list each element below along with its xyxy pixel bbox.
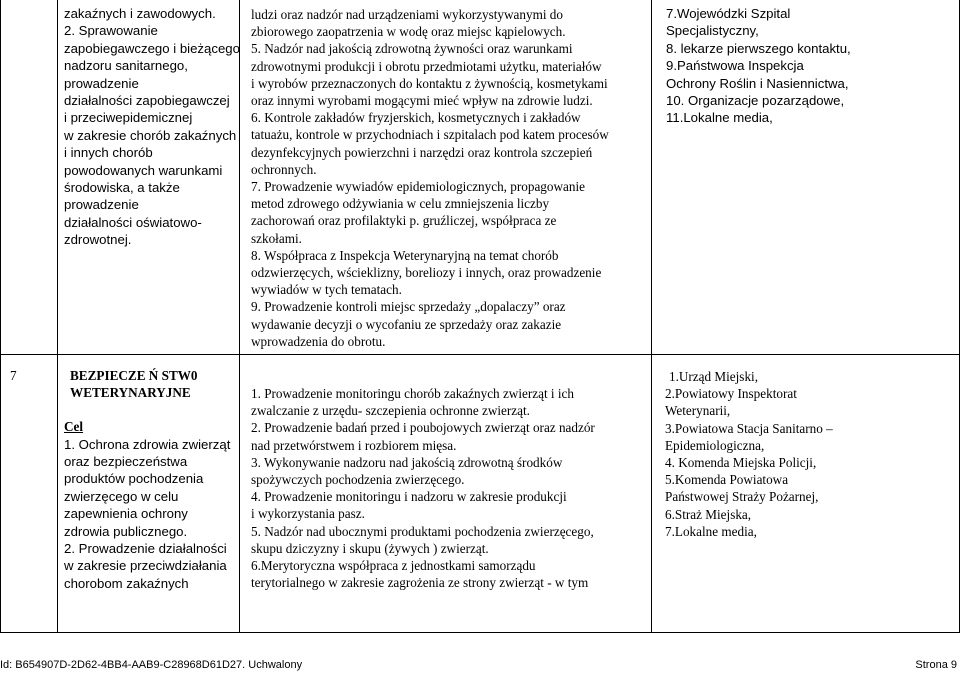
- row1-partner-line: 10. Organizacje pozarządowe,: [666, 93, 845, 109]
- row1-task-line: i wyrobów przeznaczonych do kontaktu z żywnością, kosmetykami: [251, 75, 608, 91]
- row1-goal-line: prowadzenie: [64, 75, 139, 91]
- row1-task-line: wprowadzenia do obrotu.: [251, 333, 386, 349]
- row2-task-line: i wykorzystania pasz.: [251, 506, 365, 522]
- row2-goal-line: zwierzęcego w celu: [64, 488, 179, 504]
- row2-partner-line: 4. Komenda Miejska Policji,: [665, 455, 817, 471]
- row1-task-line: 5. Nadzór nad jakością zdrowotną żywności oraz warunkami: [251, 41, 573, 57]
- row-separator: [0, 354, 960, 355]
- table-border-col1: [57, 0, 58, 633]
- row1-task-line: ludzi oraz nadzór nad urządzeniami wykorzystywanymi do: [251, 7, 563, 22]
- row2-goal-cell: [64, 367, 230, 592]
- row1-partner-line: 11.Lokalne media,: [666, 110, 773, 126]
- row1-goal-line: i przeciwepidemicznej: [64, 110, 193, 126]
- row1-task-line: zachorowań oraz profilaktyki p. gruźliczej, współpraca ze: [251, 213, 557, 229]
- row1-task-line: ochronnych.: [251, 161, 317, 177]
- row2-task-line: spożywczych pochodzenia zwierzęcego.: [251, 472, 465, 488]
- section-title: WETERYNARYJNE: [70, 385, 191, 401]
- row2-task-line: zwalczanie z urzędu- szczepienia ochronne zwierząt.: [251, 403, 530, 419]
- row1-task-line: dezynfekcyjnych powierzchni i narzędzi oraz kontrola szczepień: [251, 144, 593, 160]
- row1-task-line: odzwierzęcych, wścieklizny, boreliozy i innych, oraz prowadzenie: [251, 265, 602, 281]
- row1-task-line: zbiorowego zaopatrzenia w wodę oraz miejsc kąpielowych.: [251, 24, 566, 40]
- row2-partner-line: 7.Lokalne media,: [665, 523, 757, 539]
- row1-tasks-cell: [251, 6, 609, 350]
- row2-partner-line: Weterynarii,: [665, 403, 731, 419]
- row2-task-line: terytorialnego w zakresie zagrożenia ze strony zwierząt - w tym: [251, 575, 589, 591]
- row2-partner-line: 6.Straż Miejska,: [665, 506, 752, 522]
- section-title: BEZPIECZE Ń STW0: [70, 368, 198, 383]
- table-border-col3: [651, 0, 652, 633]
- row1-partner-line: 9.Państwowa Inspekcja: [666, 58, 804, 74]
- row1-task-line: 8. Współpraca z Inspekcja Weterynaryjną na temat chorób: [251, 247, 559, 263]
- row2-partner-line: Epidemiologiczna,: [665, 437, 765, 453]
- row1-goal-cell: [64, 5, 240, 249]
- row2-partner-line: 5.Komenda Powiatowa: [665, 472, 789, 488]
- row1-goal-line: działalności oświatowo-: [64, 214, 202, 230]
- row1-task-line: metod zdrowego odżywiania w celu zmniejszenia liczby: [251, 196, 550, 212]
- row2-tasks-cell: [251, 385, 595, 591]
- row1-task-line: szkołami.: [251, 230, 302, 246]
- row1-task-line: 9. Prowadzenie kontroli miejsc sprzedaży „dopalaczy” oraz: [251, 299, 566, 315]
- row1-goal-line: zdrowotnej.: [64, 232, 132, 248]
- row2-partner-line: 2.Powiatowy Inspektorat: [665, 386, 797, 402]
- row2-goal-line: 1. Ochrona zdrowia zwierząt: [64, 436, 231, 452]
- row2-task-line: 6.Merytoryczna współpraca z jednostkami samorządu: [251, 558, 536, 574]
- row2-goal-line: zapewnienia ochrony: [64, 506, 188, 522]
- row1-task-line: 6. Kontrole zakładów fryzjerskich, kosmetycznych i zakładów: [251, 110, 581, 126]
- row2-task-line: nad przetwórstwem i rozbiorem mięsa.: [251, 437, 457, 453]
- row1-goal-line: zapobiegawczego i bieżącego: [64, 40, 240, 56]
- row1-partner-line: 7.Wojewódzki Szpital: [666, 6, 791, 21]
- row2-task-line: 3. Wykonywanie nadzoru nad jakością zdrowotną środków: [251, 454, 563, 470]
- row1-goal-line: prowadzenie: [64, 197, 139, 213]
- row2-number: 7: [10, 368, 17, 383]
- row2-goal-line: oraz bezpieczeństwa: [64, 454, 188, 470]
- row2-task-line: 5. Nadzór nad ubocznymi produktami pochodzenia zwierzęcego,: [251, 523, 594, 539]
- table-border-bottom: [0, 632, 960, 633]
- row2-goal-text: [64, 436, 230, 593]
- row1-task-line: 7. Prowadzenie wywiadów epidemiologicznych, propagowanie: [251, 179, 585, 195]
- row1-goal-line: zakaźnych i zawodowych.: [64, 6, 216, 21]
- row1-goal-line: środowiska, a także: [64, 180, 180, 196]
- row1-task-line: zdrowotnymi produkcji i obrotu przedmiotami użytku, materiałów: [251, 58, 602, 74]
- page-number: Strona 9: [915, 659, 957, 671]
- row2-partner-line: Państwowej Straży Pożarnej,: [665, 489, 819, 505]
- row2-goal-line: w zakresie przeciwdziałania: [64, 558, 227, 574]
- row2-goal-line: produktów pochodzenia: [64, 471, 204, 487]
- row2-goal-line: chorobom zakaźnych: [64, 575, 189, 591]
- row1-goal-line: i innych chorób: [64, 145, 153, 161]
- row1-partner-line: 8. lekarze pierwszego kontaktu,: [666, 40, 851, 56]
- row2-task-line: 2. Prowadzenie badań przed i poubojowych zwierząt oraz nadzór: [251, 420, 595, 436]
- document-id: Id: B654907D-2D62-4BB4-AAB9-C28968D61D27. Uchwalony: [0, 659, 303, 671]
- row1-partners-cell: [666, 5, 851, 127]
- row2-partner-line: 1.Urząd Miejski,: [669, 369, 758, 384]
- row1-partner-line: Specjalistyczny,: [666, 23, 759, 39]
- row1-partner-line: Ochrony Roślin i Nasiennictwa,: [666, 75, 849, 91]
- row2-task-line: 1. Prowadzenie monitoringu chorób zakaźnych zwierząt i ich: [251, 386, 574, 401]
- row2-goal-line: zdrowia publicznego.: [64, 523, 188, 539]
- row1-task-line: wydawanie decyzji o wycofaniu ze sprzedaży oraz zakazie: [251, 316, 562, 332]
- row1-task-line: oraz innymi wyrobami mogącymi mieć wpływ na zdrowie ludzi.: [251, 93, 593, 109]
- row1-goal-line: w zakresie chorób zakaźnych: [64, 127, 237, 143]
- table-border-left: [0, 0, 1, 633]
- row1-task-line: tatuażu, kontrole w przychodniach i szpitalach pod katem procesów: [251, 127, 609, 143]
- row1-goal-line: powodowanych warunkami: [64, 162, 223, 178]
- row2-partners-cell: [665, 368, 833, 540]
- row2-goal-line: 2. Prowadzenie działalności: [64, 541, 227, 557]
- row2-partner-line: 3.Powiatowa Stacja Sanitarno –: [665, 420, 833, 436]
- goal-label: Cel: [64, 419, 84, 435]
- row1-goal-line: 2. Sprawowanie: [64, 23, 158, 39]
- row1-task-line: wywiadów w tych tematach.: [251, 282, 402, 298]
- row2-task-line: 4. Prowadzenie monitoringu i nadzoru w zakresie produkcji: [251, 489, 567, 505]
- row2-task-line: skupu dziczyzny i skupu (żywych ) zwierząt.: [251, 540, 489, 556]
- row1-goal-line: działalności zapobiegawczej: [64, 93, 230, 109]
- row1-goal-line: nadzoru sanitarnego,: [64, 58, 188, 74]
